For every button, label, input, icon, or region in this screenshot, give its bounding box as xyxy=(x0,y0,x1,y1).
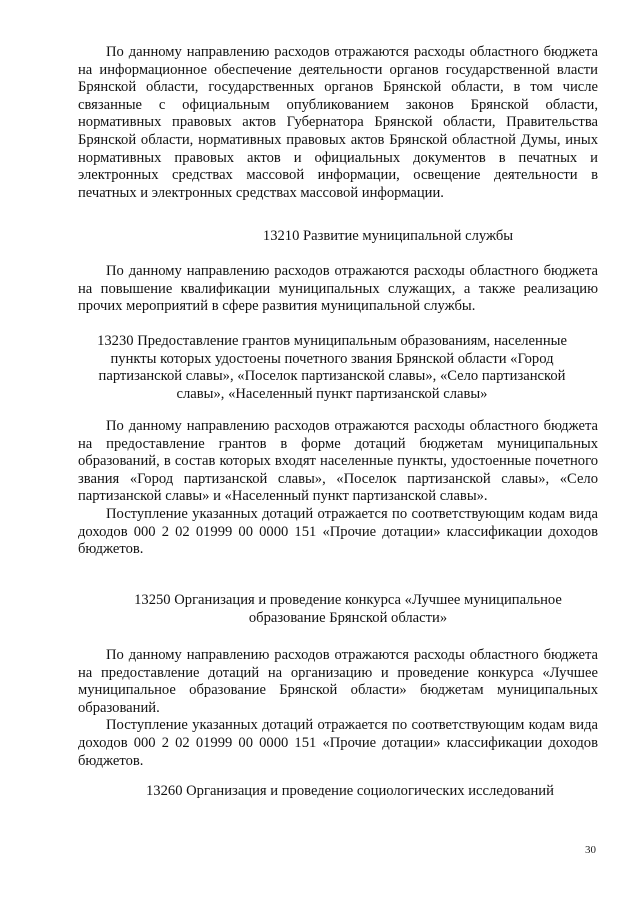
paragraph-13230-receipts: Поступление указанных дотаций отражается по соответствующим кодам вида доходов 000 2 02 01999 00 0000 151 «Прочие дотации» классификации доходов бюджетов. xyxy=(78,505,598,558)
paragraph-13230-grants: По данному направлению расходов отражаются расходы областного бюджета на предоставление грантов в форме дотаций бюджетам муниципальных образований, в состав которых входят населенные пункты, удостоенные почетного звания «Город партизанской славы», «Поселок партизанской славы», «Село партизанской славы» и «Населенный пункт партизанской славы». xyxy=(78,418,598,505)
heading-13260: 13260 Организация и проведение социологических исследований xyxy=(146,783,554,799)
paragraph-information-support: По данному направлению расходов отражаются расходы областного бюджета на информационное обеспечение деятельности органов государственной власти Брянской области, государственных органов Брянской области, в том числе связанные с официальным опубликованием законов Брянской области, нормативных правовых актов Губернатора Брянской области, Правительства Брянской области, нормативных правовых актов Брянской областной Думы, иных нормативных правовых актов и официальных документов в печатных и электронных средствах массовой информации, освещение деятельности в печатных и электронных средствах массовой информации. xyxy=(78,44,598,201)
section-13230-body xyxy=(78,418,598,559)
section-13250-body xyxy=(78,647,598,770)
section-13210-body xyxy=(78,263,598,316)
section-13210 xyxy=(78,228,598,246)
paragraph-13250-subsidies: По данному направлению расходов отражаются расходы областного бюджета на предоставление дотаций на организацию и проведение конкурса «Лучшее муниципальное образование Брянской области» бюджетам муниципальных образований. xyxy=(78,647,598,716)
paragraph-13210: По данному направлению расходов отражаются расходы областного бюджета на повышение квалификации муниципальных служащих, а также реализацию прочих мероприятий в сфере развития муниципальной службы. xyxy=(78,263,598,315)
page-number: 30 xyxy=(585,844,596,856)
section-information-support xyxy=(78,44,598,202)
section-13260 xyxy=(146,783,586,801)
heading-13210: 13210 Развитие муниципальной службы xyxy=(262,228,514,244)
heading-13230: 13230 Предоставление грантов муниципальным образованиям, населенные пункты которых удостоены почетного звания Брянской области «Город партизанской славы», «Поселок партизанской славы», «Село партизанской славы», «Населенный пункт партизанской славы» xyxy=(97,333,567,402)
heading-13250: 13250 Организация и проведение конкурса «Лучшее муниципальное образование Брянской области» xyxy=(134,592,562,626)
section-13250 xyxy=(118,592,578,627)
paragraph-13250-receipts: Поступление указанных дотаций отражается по соответствующим кодам вида доходов 000 2 02 01999 00 0000 151 «Прочие дотации» классификации доходов бюджетов. xyxy=(78,717,598,769)
section-13230 xyxy=(82,333,582,403)
